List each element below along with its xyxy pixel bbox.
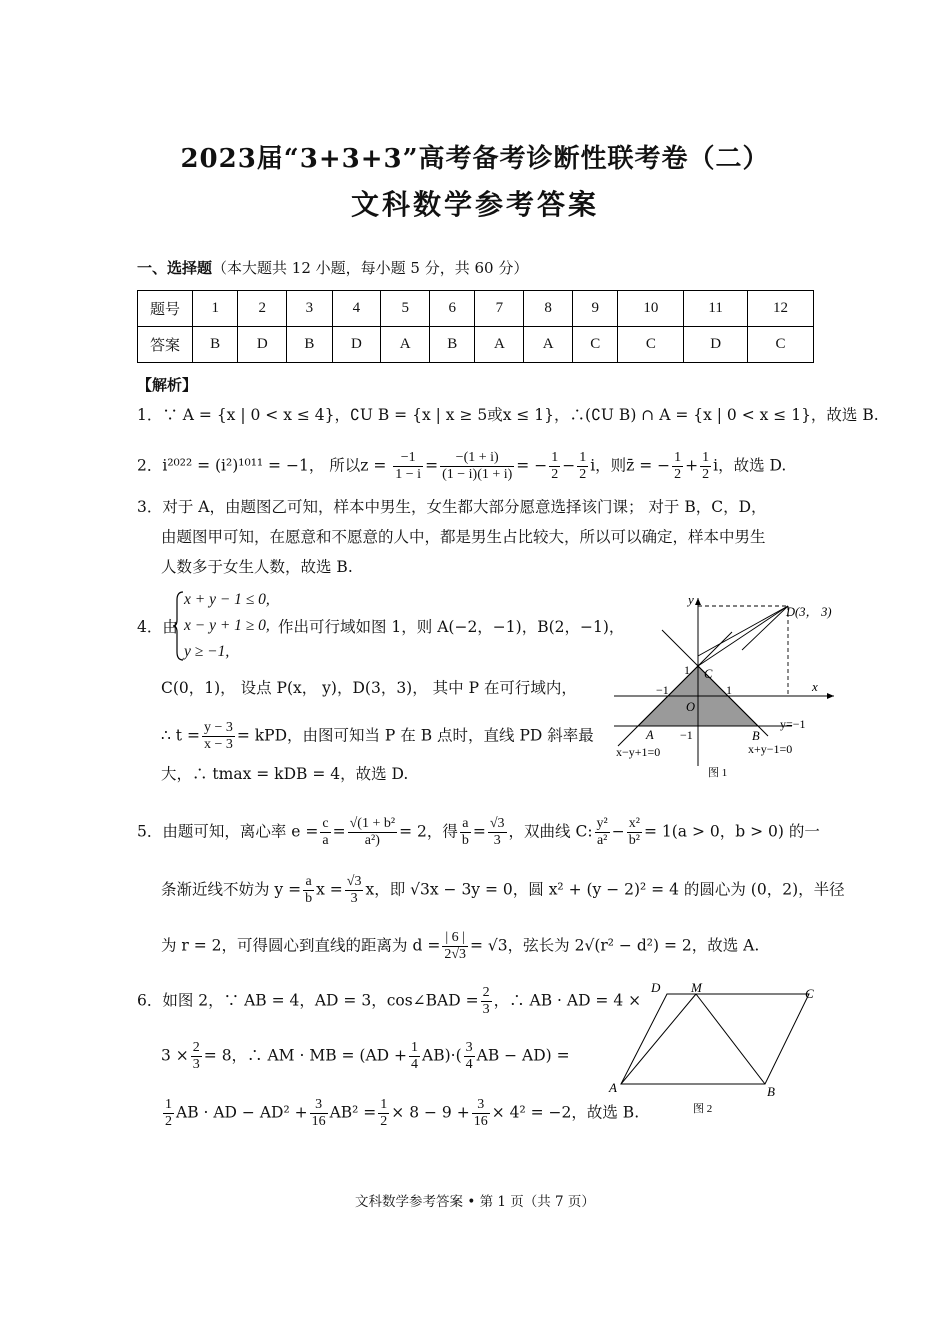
fraction-num: 3 [310,1097,328,1114]
solution-q3-line3: 人数多于女生人数，故选 B. [161,558,353,576]
solution-q3-line1: 3．对于 A，由题图乙可知，样本中男生，女生都大部分愿意选择该门课； 对于 B，C，D， [137,498,767,516]
fraction [460,816,471,849]
fraction-num: 2 [192,1040,200,1055]
table-cell: A [381,327,430,363]
fraction-den: 1 − i [395,467,422,482]
q4-line4: 大，∴ tmax = kDB = 4，故选 D. [161,765,409,783]
fraction-num: 3 [465,1040,473,1055]
fraction [442,930,468,963]
answer-table [137,290,814,363]
fraction [549,450,560,483]
x-axis-arrow [827,693,834,699]
fraction-den: 3 [482,1002,490,1017]
fraction-den: 2 [165,1114,172,1129]
fraction [202,720,235,753]
table-cell: D [684,327,748,363]
fraction-den: (1 − i)(1 + i) [442,467,513,482]
fraction-den: a²) [364,833,380,848]
fraction-num: 1 [551,450,559,465]
fraction [393,450,423,483]
table-cell: C [747,327,813,363]
fraction [700,450,711,483]
fraction-den: 2 [579,467,587,482]
fraction-den: b [305,891,313,906]
table-cell: B [287,327,332,363]
label-a: A [646,728,654,742]
figure-2 [605,980,830,1120]
table-cell: 8 [524,291,573,327]
q6-l1-b: ，∴ AB · AD = 4 × [493,991,642,1010]
figure-1 [612,590,842,780]
fraction-num: a [303,874,314,891]
table-row-answers [138,327,814,363]
fraction [481,985,492,1018]
label-x: x [812,679,818,694]
label-line-y: y=−1 [780,717,806,731]
fraction-den: 4 [465,1057,473,1072]
fraction-den: 16 [311,1114,326,1129]
fraction [163,1097,174,1130]
fraction [488,816,507,849]
q6-l3-c: × 8 − 9 + [391,1103,470,1122]
fraction-den: 2 [380,1114,388,1129]
fraction-den: 4 [411,1057,419,1072]
fraction [409,1040,420,1073]
fraction [378,1097,389,1130]
table-cell: 10 [618,291,684,327]
fraction-num: y − 3 [203,720,233,735]
fraction-den: 3 [350,891,358,906]
q5-l2-b: x，即 √3x − 3y = 0，圆 x² + (y − 2)² = 4 的圆心为 (0，2)，半径 [365,880,845,899]
table-cell: 12 [747,291,813,327]
label-m: M [691,980,702,995]
fraction-num: 1 [579,450,587,465]
q4-system-eq1: x + y − 1 ≤ 0, [184,591,270,608]
figure-1-caption: 图 1 [708,767,728,779]
fraction-den: x − 3 [203,737,233,752]
q6-l3-d: × 4² = −2，故选 B. [491,1103,640,1122]
table-cell: A [524,327,573,363]
table-cell: B [430,327,475,363]
fraction-den: a² [596,833,608,848]
label-one-x: 1 [726,683,732,697]
table-cell: 3 [287,291,332,327]
parallelogram [621,994,809,1084]
fraction-num: 1 [674,450,682,465]
fraction-num: 1 [165,1097,172,1112]
table-cell: D [332,327,381,363]
fraction [303,874,314,907]
table-cell: 2 [238,291,287,327]
table-cell: 7 [475,291,524,327]
label-b: B [767,1084,775,1099]
q5-l1-c: ，双曲线 C: [508,822,593,841]
fraction [627,816,642,849]
q4-system-eq2: x − y + 1 ≥ 0, [184,617,270,634]
table-cell: 9 [573,291,618,327]
fraction-num: 2 [482,985,490,1000]
q5-line3 [161,930,759,963]
table-cell: 4 [332,291,381,327]
label-c: C [805,986,814,1001]
label-neg1-x: −1 [656,683,669,697]
table-cell: 1 [193,291,238,327]
q5-l3-a: 为 r = 2，可得圆心到直线的距离为 d = [161,936,441,955]
fraction [310,1097,328,1130]
q5-line2: 条渐近线不妨为 y = $\frac{a}{b}$ x = $\frac{√3}{3}$ x，即 √3x − 3y = 0，圆 x² + (y − 2)² = 4 的圆心为 (0，2)，半径 [161,874,845,906]
q4-line3-b: = kPD，由图可知当 P 在 B 点时，直线 PD 斜率最 [236,726,594,745]
solution-q3-line2: 由题图甲可知，在愿意和不愿意的人中，都是男生占比较大，所以可以确定，样本中男生 [161,528,766,546]
q6-line2 [161,1040,570,1073]
q5-l1-b: = 2，得 [399,822,458,841]
q4-line3-a: ∴ t = [161,726,200,745]
table-header-cell: 答案 [138,327,193,363]
fraction-num: −(1 + i) [440,450,514,467]
q6-l2-d: AB − AD) = [476,1046,570,1065]
fraction-den: a [322,833,329,848]
fraction [348,816,397,849]
q5-l2-a: 条渐近线不妨为 y = [161,880,302,899]
fraction-num: x² [628,816,640,831]
fraction-den: 3 [493,833,501,848]
q6-l2-c: AB)·( [422,1046,462,1065]
q6-l3-a: AB · AD − AD² + [176,1103,308,1122]
table-cell: 11 [684,291,748,327]
fraction-den: 3 [192,1057,200,1072]
fraction-den: 2 [702,467,710,482]
segment-mb [696,994,765,1084]
label-line-right: x+y−1=0 [748,742,793,756]
fraction-den: 2√3 [444,947,466,962]
section-label: 一、选择题 [137,259,213,277]
fraction [577,450,588,483]
line-dc [698,606,788,666]
fraction [672,450,683,483]
q6-l1-a: 6．如图 2，∵ AB = 4，AD = 3，cos∠BAD = [137,991,479,1010]
q2-text-b: ，则z̄ = − [595,456,671,475]
q5-line1: 5．由题可知，离心率 e = $\frac{c}{a}$ = $\frac{\text{√(1 + b²}}{\text{a²)}}$ = 2，得 $\frac{a}{b}$ = $\frac{√3}{3}$ ，双曲线 C: $\frac{\text{y²}}{\text{a²}}$ − $\frac{\text{x²}}{\text{b²}}$ = 1(a > 0，b > 0) 的一 [137,816,820,848]
fraction-den: 16 [473,1114,488,1129]
q2-text-a: 2．i²⁰²² = (i²)¹⁰¹¹ = −1， 所以z = [137,456,387,475]
fraction-num: 1 [702,450,710,465]
table-header-cell: 题号 [138,291,193,327]
q2-text-c: i，故选 D. [713,456,787,475]
table-cell: D [238,327,287,363]
fraction-den: b [461,833,469,848]
fraction [472,1097,490,1130]
fraction-num: | 6 | [442,930,468,947]
section-note: （本大题共 12 小题，每小题 5 分，共 60 分） [212,259,529,277]
fraction-num: a [460,816,471,833]
fraction [345,874,364,907]
figure-2-caption: 图 2 [693,1103,713,1115]
table-row-numbers [138,291,814,327]
q5-l1-a: 5．由题可知，离心率 e = [137,822,319,841]
y-axis-arrow [695,598,701,605]
segment-am [621,994,696,1084]
fraction-den: 2 [551,467,559,482]
q4-line3 [161,720,594,753]
label-b: B [752,729,760,743]
fraction-num: √3 [346,874,362,889]
fraction-num: −1 [393,450,423,467]
page-subtitle: 文科数学参考答案 [350,188,599,221]
q5-l1-d: = 1(a > 0，b > 0) 的一 [643,822,820,841]
section-header [137,257,528,278]
table-cell: A [475,327,524,363]
label-d: D(3， 3) [786,605,832,619]
fraction-num: √(1 + b² [349,816,396,831]
label-d: D [651,980,661,995]
fraction-num: 1 [380,1097,388,1112]
fraction [595,816,610,849]
fraction-num: 1 [411,1040,419,1055]
q6-l2-b: = 8，∴ AM · MB = (AD + [203,1046,408,1065]
label-o: O [686,700,696,714]
fraction-num: 3 [472,1097,490,1114]
q5-l3-b: = √3，弦长为 2√(r² − d²) = 2，故选 A. [470,936,760,955]
label-c: C [704,667,713,681]
fraction [464,1040,475,1073]
table-cell: 5 [381,291,430,327]
table-cell: B [193,327,238,363]
page-title: 2023届“3+3+3”高考备考诊断性联考卷（二） [180,144,770,174]
fraction [320,816,330,849]
table-cell: C [573,327,618,363]
q4-system-eq3: y ≥ −1, [184,643,230,660]
label-one-y: 1 [684,663,690,677]
label-a: A [609,1080,617,1095]
table-cell: 6 [430,291,475,327]
fraction-num: √3 [489,816,505,831]
label-line-left: x−y+1=0 [616,745,661,759]
solution-q1: 1．∵ A = {x | 0 < x ≤ 4}，∁U B = {x | x ≥ 5或x ≤ 1}，∴(∁U B) ∩ A = {x | 0 < x ≤ 1}，故选 B. [137,406,879,424]
fraction-num: c [322,816,329,831]
label-y: y [688,592,694,607]
page-footer: 文科数学参考答案 • 第 1 页（共 7 页） [355,1194,595,1210]
analysis-label: 【解析】 [137,376,198,394]
q6-l2-a: 3 × [161,1046,189,1065]
q4-lead: 4．由 [137,618,178,636]
table-cell: C [618,327,684,363]
q4-line2: C(0，1)， 设点 P(x， y)，D(3，3)， 其中 P 在可行域内， [161,679,577,697]
q6-l3-b: AB² = [329,1103,377,1122]
q6-line3 [161,1097,639,1130]
q6-line1 [137,985,641,1018]
fraction-den: b² [628,833,640,848]
fraction-num: y² [596,816,608,831]
fraction-den: 2 [674,467,682,482]
q4-line1: 作出可行域如图 1，则 A(−2，−1)，B(2，−1)， [278,618,625,636]
fraction [440,450,514,483]
solution-q2: 2．i²⁰²² = (i²)¹⁰¹¹ = −1， 所以z = $\frac{-1}{1 - i}$ = $\frac{-(1 + i)}{(1 - i)(1 + i)}$ = − $\frac{1}{2}$ − $\frac{1}{2}$ i，则z̄ = − $\frac{1}{2}$ + $\frac{1}{2}$ i，故选 D. [137,450,787,482]
label-neg1-y: −1 [680,728,693,742]
fraction [191,1040,202,1073]
